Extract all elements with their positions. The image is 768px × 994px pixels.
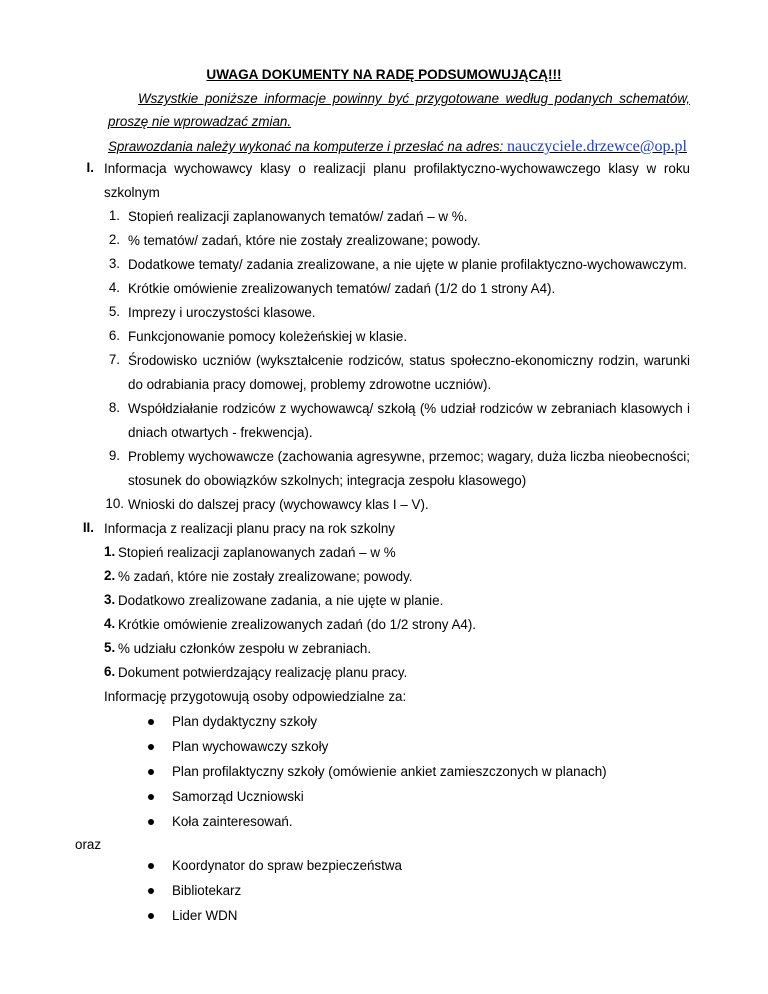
bullet-icon bbox=[147, 743, 155, 751]
bullet-icon bbox=[147, 862, 155, 870]
section-1-roman: I. bbox=[86, 160, 94, 175]
list-item: % tematów/ zadań, które nie zostały zrealizowane; powody. bbox=[128, 233, 481, 248]
bullet-icon bbox=[147, 718, 155, 726]
list-item-number: 10. bbox=[105, 496, 124, 511]
list-item: Środowisko uczniów (wykształcenie rodziców, status społeczno-ekonomiczny rodzin, warunki bbox=[128, 353, 690, 368]
list-item-continuation: stosunek do obowiązków szkolnych; integracja zespołu klasowego) bbox=[128, 473, 527, 488]
section-1-heading-line-1: Informacja wychowawcy klasy o realizacji planu profilaktyczno-wychowawczego klasy w roku bbox=[104, 161, 690, 176]
list-item-number: 2. bbox=[104, 568, 116, 583]
list-item: Imprezy i uroczystości klasowe. bbox=[128, 305, 316, 320]
bullet-item: Koordynator do spraw bezpieczeństwa bbox=[172, 858, 403, 873]
bullet-icon bbox=[147, 887, 155, 895]
list-item-continuation: do odrabiania pracy domowej, problemy zdrowotne uczniów). bbox=[128, 377, 492, 392]
list-item: Krótkie omówienie zrealizowanych tematów/ zadań (1/2 do 1 strony A4). bbox=[128, 281, 556, 296]
section-1-heading-line-2: szkolnym bbox=[104, 185, 160, 200]
list-item: Dokument potwierdzający realizację planu pracy. bbox=[118, 665, 408, 680]
list-item: % zadań, które nie zostały zrealizowane; powody. bbox=[118, 569, 413, 584]
list-item-continuation: dniach otwartych - frekwencja). bbox=[128, 425, 313, 440]
document-title: UWAGA DOKUMENTY NA RADĘ PODSUMOWUJĄCĄ!!! bbox=[206, 67, 562, 82]
bullet-item: Plan dydaktyczny szkoły bbox=[172, 714, 318, 729]
bullet-item: Lider WDN bbox=[172, 908, 238, 923]
intro-line-1: Wszystkie poniższe informacje powinny być przygotowane według podanych schematów, bbox=[138, 91, 690, 106]
section-2-heading: Informacja z realizacji planu pracy na rok szkolny bbox=[104, 521, 395, 536]
list-item-number: 1. bbox=[104, 544, 116, 559]
oraz-text: oraz bbox=[75, 837, 102, 852]
list-item-number: 3. bbox=[108, 256, 120, 271]
email-link[interactable]: nauczyciele.drzewce@op.pl bbox=[506, 138, 687, 155]
list-item-number: 6. bbox=[108, 328, 120, 343]
list-item-number: 2. bbox=[108, 232, 120, 247]
bullet-item: Koła zainteresowań. bbox=[172, 814, 293, 829]
list-item: % udziału członków zespołu w zebraniach. bbox=[118, 641, 372, 656]
list-item-number: 4. bbox=[108, 280, 120, 295]
list-item-number: 4. bbox=[104, 616, 116, 631]
intro-line-3-text: Sprawozdania należy wykonać na komputerze i przesłać na adres: bbox=[108, 139, 504, 154]
list-item: Dodatkowo zrealizowane zadania, a nie ujęte w planie. bbox=[118, 593, 444, 608]
list-item-number: 8. bbox=[108, 400, 120, 415]
list-item: Krótkie omówienie zrealizowanych zadań (do 1/2 strony A4). bbox=[118, 617, 477, 632]
intro-line-2: proszę nie wprowadzać zmian. bbox=[108, 114, 292, 129]
bullet-icon bbox=[147, 818, 155, 826]
bullet-item: Samorząd Uczniowski bbox=[172, 789, 304, 804]
list-item-number: 3. bbox=[104, 592, 116, 607]
bullet-item: Bibliotekarz bbox=[172, 883, 242, 898]
prepared-by-text: Informację przygotowują osoby odpowiedzialne za: bbox=[104, 689, 407, 704]
bullet-icon bbox=[147, 793, 155, 801]
bullet-item: Plan profilaktyczny szkoły (omówienie ankiet zamieszczonych w planach) bbox=[172, 764, 607, 779]
list-item: Problemy wychowawcze (zachowania agresywne, przemoc; wagary, duża liczba nieobecności; bbox=[128, 449, 690, 464]
list-item-number: 5. bbox=[108, 304, 120, 319]
bullet-icon bbox=[147, 912, 155, 920]
list-item: Wnioski do dalszej pracy (wychowawcy klas I – V). bbox=[128, 497, 429, 512]
list-item-number: 5. bbox=[104, 640, 116, 655]
section-2-roman: II. bbox=[82, 520, 94, 535]
list-item: Funkcjonowanie pomocy koleżeńskiej w klasie. bbox=[128, 329, 408, 344]
list-item-number: 7. bbox=[108, 352, 120, 367]
list-item: Współdziałanie rodziców z wychowawcą/ szkołą (% udział rodziców w zebraniach klasowych i bbox=[128, 401, 690, 416]
bullet-item: Plan wychowawczy szkoły bbox=[172, 739, 329, 754]
list-item: Stopień realizacji zaplanowanych zadań – w % bbox=[118, 545, 396, 560]
list-item-number: 1. bbox=[108, 208, 120, 223]
list-item-number: 6. bbox=[104, 664, 116, 679]
list-item-number: 9. bbox=[108, 448, 120, 463]
intro-line-3 bbox=[108, 138, 687, 156]
list-item: Stopień realizacji zaplanowanych tematów/ zadań – w %. bbox=[128, 209, 468, 224]
list-item: Dodatkowe tematy/ zadania zrealizowane, a nie ujęte w planie profilaktyczno-wychowawczym. bbox=[128, 257, 687, 272]
bullet-icon bbox=[147, 768, 155, 776]
